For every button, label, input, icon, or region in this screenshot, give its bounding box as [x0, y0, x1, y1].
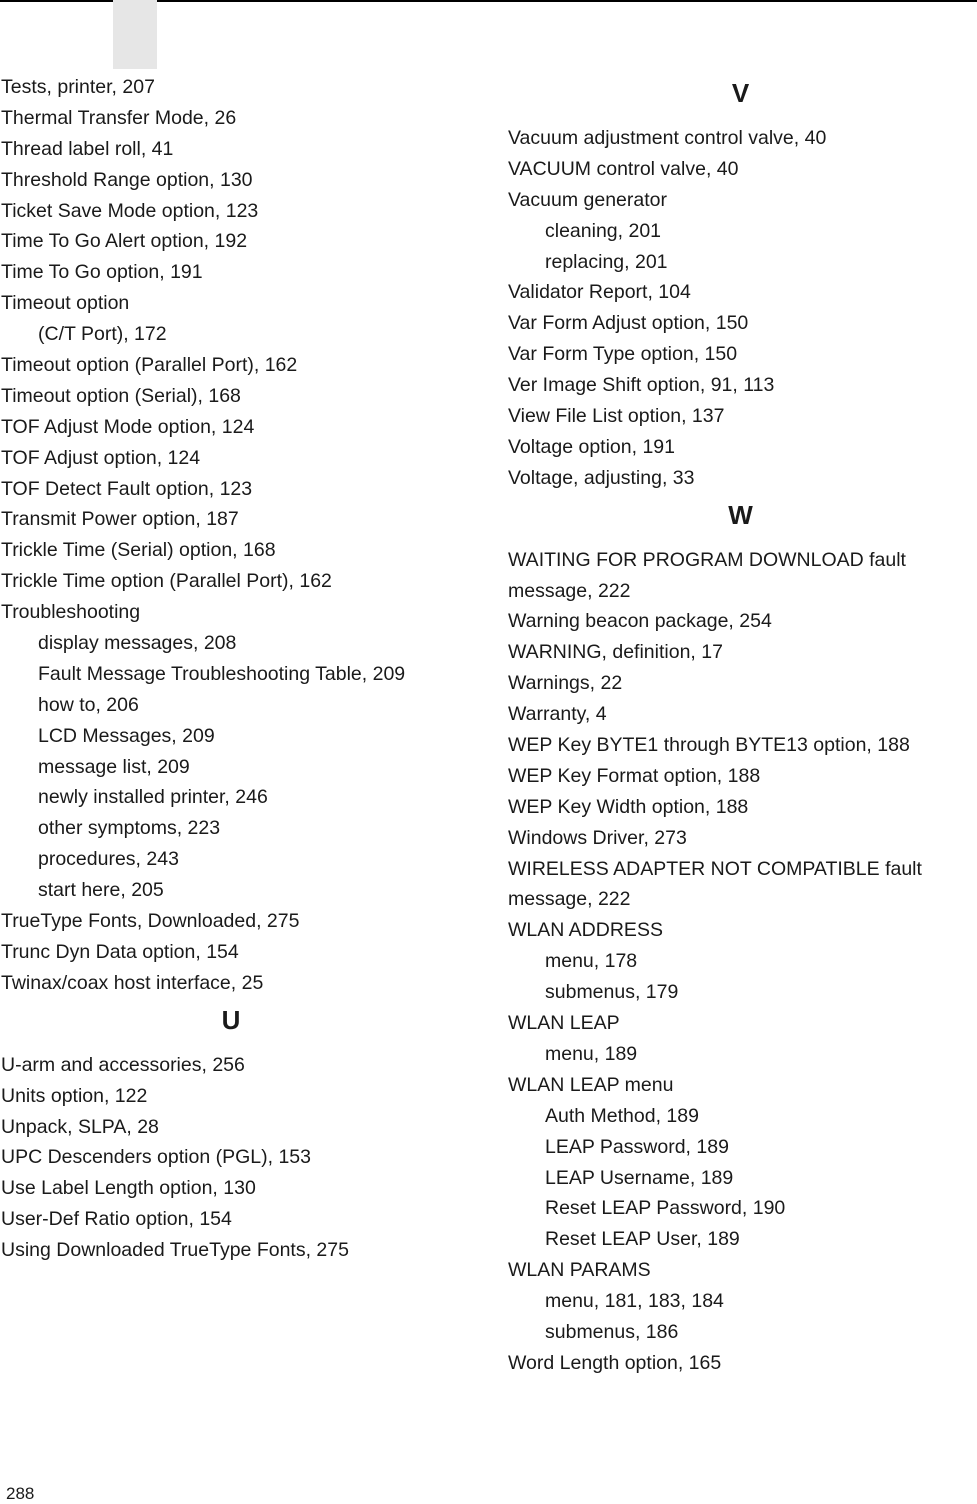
index-entry: Trunc Dyn Data option, 154 — [1, 940, 239, 963]
index-subentry: replacing, 201 — [545, 250, 668, 273]
index-subentry: newly installed printer, 246 — [38, 786, 268, 809]
index-entry: Time To Go Alert option, 192 — [1, 230, 248, 253]
index-entry: Ticket Save Mode option, 123 — [1, 199, 259, 222]
index-entry: Validator Report, 104 — [508, 281, 691, 304]
index-entry: Trickle Time (Serial) option, 168 — [1, 539, 276, 562]
index-entry: TOF Adjust Mode option, 124 — [1, 415, 255, 438]
index-entry: Twinax/coax host interface, 25 — [1, 971, 264, 994]
index-entry: Var Form Adjust option, 150 — [508, 312, 749, 335]
index-subentry: Fault Message Troubleshooting Table, 209 — [38, 662, 406, 685]
index-entry: Use Label Length option, 130 — [1, 1177, 256, 1200]
index-subentry: menu, 189 — [545, 1042, 638, 1065]
index-subentry: procedures, 243 — [38, 848, 179, 871]
thumb-tab — [113, 0, 157, 69]
index-entry: WLAN PARAMS — [508, 1259, 651, 1282]
index-entry: WEP Key BYTE1 through BYTE13 option, 188 — [508, 734, 910, 757]
index-entry: Warnings, 22 — [508, 672, 623, 695]
index-entry: WAITING FOR PROGRAM DOWNLOAD fault — [508, 548, 906, 571]
index-entry: WARNING, definition, 17 — [508, 641, 723, 664]
index-subentry: menu, 181, 183, 184 — [545, 1290, 724, 1313]
index-subentry: Auth Method, 189 — [545, 1104, 699, 1127]
index-entry: Timeout option — [1, 292, 130, 315]
index-entry: Ver Image Shift option, 91, 113 — [508, 374, 775, 397]
index-subentry: Reset LEAP Password, 190 — [545, 1197, 786, 1220]
index-entry: Vacuum generator — [508, 188, 667, 211]
index-subentry: submenus, 179 — [545, 981, 679, 1004]
index-entry: Thermal Transfer Mode, 26 — [1, 106, 237, 129]
index-entry: TrueType Fonts, Downloaded, 275 — [1, 910, 300, 933]
index-entry: Thread label roll, 41 — [1, 137, 174, 160]
index-column-left — [1, 72, 461, 1266]
index-subentry: Reset LEAP User, 189 — [545, 1228, 740, 1251]
index-entry: Threshold Range option, 130 — [1, 168, 253, 191]
index-column-right — [508, 72, 973, 1379]
index-entry: Warning beacon package, 254 — [508, 610, 772, 633]
index-entry: UPC Descenders option (PGL), 153 — [1, 1146, 311, 1169]
index-subentry: menu, 178 — [545, 950, 638, 973]
index-entry: message, 222 — [508, 888, 631, 911]
index-subentry: how to, 206 — [38, 693, 139, 716]
index-subentry: cleaning, 201 — [545, 219, 662, 242]
index-entry: Time To Go option, 191 — [1, 261, 203, 284]
section-letter: W — [728, 499, 753, 530]
index-entry: TOF Detect Fault option, 123 — [1, 477, 253, 500]
index-subentry: LCD Messages, 209 — [38, 724, 215, 747]
index-entry: Windows Driver, 273 — [508, 826, 687, 849]
index-entry: U-arm and accessories, 256 — [1, 1053, 245, 1076]
index-entry: Warranty, 4 — [508, 703, 607, 726]
index-entry: Transmit Power option, 187 — [1, 508, 239, 531]
index-entry: Troubleshooting — [1, 601, 141, 624]
index-subentry: LEAP Password, 189 — [545, 1135, 729, 1158]
index-subentry: other symptoms, 223 — [38, 817, 221, 840]
index-entry: Units option, 122 — [1, 1084, 148, 1107]
index-entry: Timeout option (Parallel Port), 162 — [1, 354, 298, 377]
index-subentry: LEAP Username, 189 — [545, 1166, 734, 1189]
page-number: 288 — [6, 1484, 35, 1503]
section-letter: U — [221, 1004, 241, 1035]
index-subentry: start here, 205 — [38, 879, 164, 902]
index-subentry: display messages, 208 — [38, 632, 237, 655]
index-entry: WLAN LEAP — [508, 1012, 620, 1035]
index-entry: message, 222 — [508, 579, 631, 602]
index-entry: Word Length option, 165 — [508, 1351, 722, 1374]
index-entry: WEP Key Format option, 188 — [508, 764, 761, 787]
index-entry: Voltage option, 191 — [508, 435, 675, 458]
index-entry: WIRELESS ADAPTER NOT COMPATIBLE fault — [508, 857, 922, 880]
index-subentry: message list, 209 — [38, 755, 190, 778]
index-entry: WLAN ADDRESS — [508, 919, 663, 942]
index-subentry: (C/T Port), 172 — [38, 323, 167, 346]
index-entry: WLAN LEAP menu — [508, 1073, 674, 1096]
index-entry: User-Def Ratio option, 154 — [1, 1208, 232, 1231]
index-entry: Tests, printer, 207 — [1, 76, 155, 98]
index-entry: Voltage, adjusting, 33 — [508, 466, 695, 489]
index-entry: Var Form Type option, 150 — [508, 343, 738, 366]
index-entry: TOF Adjust option, 124 — [1, 446, 201, 469]
index-entry: WEP Key Width option, 188 — [508, 795, 749, 818]
index-entry: Unpack, SLPA, 28 — [1, 1115, 159, 1138]
index-entry: VACUUM control valve, 40 — [508, 157, 739, 180]
index-entry: View File List option, 137 — [508, 405, 725, 428]
index-entry: Trickle Time option (Parallel Port), 162 — [1, 570, 332, 593]
index-entry: Timeout option (Serial), 168 — [1, 384, 241, 407]
section-letter: V — [731, 78, 750, 108]
index-entry: Vacuum adjustment control valve, 40 — [508, 127, 827, 149]
index-entry: Using Downloaded TrueType Fonts, 275 — [1, 1239, 349, 1262]
index-subentry: submenus, 186 — [545, 1320, 679, 1343]
